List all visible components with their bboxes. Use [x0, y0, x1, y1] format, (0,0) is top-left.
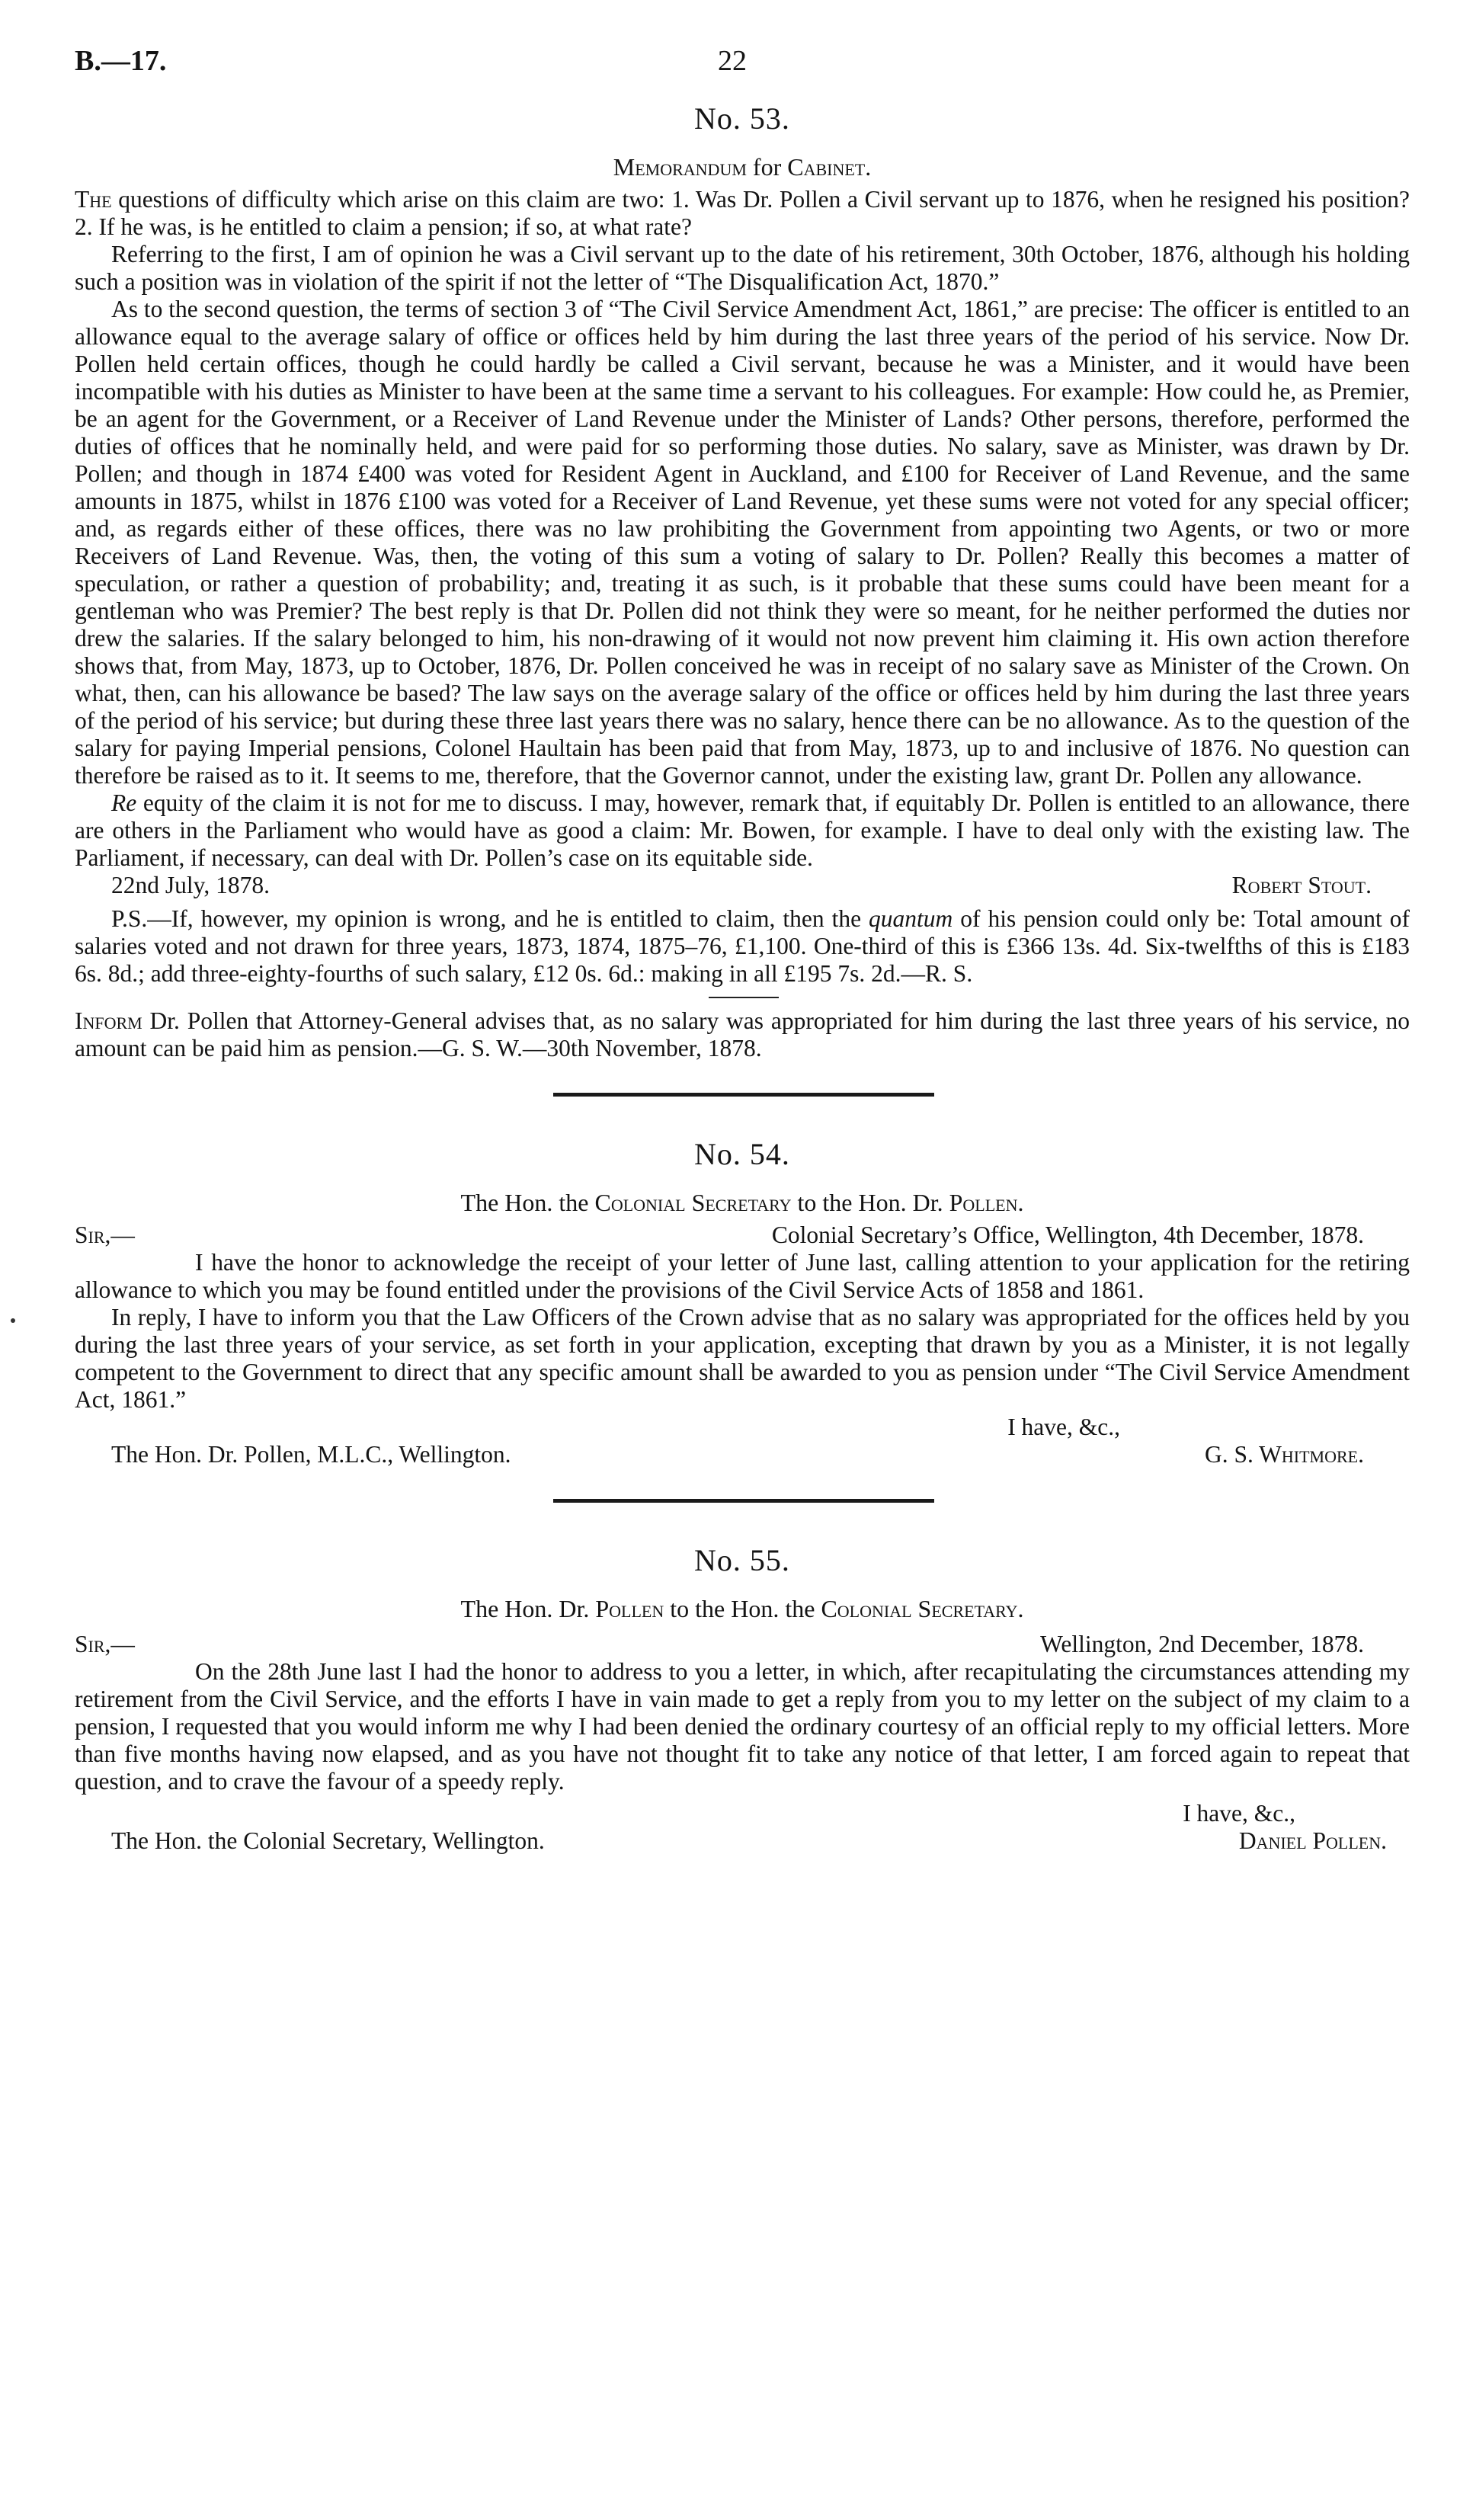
paragraph: Referring to the first, I am of opinion he was a Civil servant up to the date of his retirement, 30th October, 1876, although his holding such a position was in violation of the spirit if not the letter of “The Disqualification Act, 1870.”	[75, 241, 1410, 295]
signature: Robert Stout.	[1231, 872, 1372, 898]
paragraph: As to the second question, the terms of section 3 of “The Civil Service Amendment Act, 1861,” are precise: The officer is entitled to an allowance equal to the average salary of office or offices held by him during the last three years of the period of his service. Now Dr. Pollen held certain offices, though he could hardly be called a Civil servant, because he was a Minister, and it would have been incompatible with his duties as Minister to have been at the same time a servant to his colleagues. For example: How could he, as Premier, be an agent for the Government, or a Receiver of Land Revenue under the Minister of Lands? Other persons, therefore, performed the duties of offices that he nominally held, and were paid for so performing those duties. No salary, save as Minister, was drawn by Dr. Pollen; and though in 1874 £400 was voted for Resident Agent in Auckland, and £100 for Receiver of Land Revenue, and the same amounts in 1875, whilst in 1876 £100 was voted for a Receiver of Land Revenue, yet these sums were not voted for any special officer; and, as regards either of these offices, there was no law prohibiting the Government from appointing two Agents, or two or more Receivers of Land Revenue. Was, then, the voting of this sum a voting of salary to Dr. Pollen? Really this becomes a matter of speculation, or rather a question of probability; and, treating it as such, is it probable that these sums could have been meant for a gentleman who was Premier? The best reply is that Dr. Pollen did not think they were so meant, for he neither performed the duties nor drew the salaries. If the salary belonged to him, his non-drawing of it would not now prevent him claiming it. His own action therefore shows that, from May, 1873, up to October, 1876, Dr. Pollen conceived he was in receipt of no salary save as Minister of the Crown. On what, then, can his allowance be based? The law says on the average salary of the office or offices held by him during the last three years of the period of his service; but during these three last years there was no salary, hence there can be no allowance. As to the question of the salary for paying Imperial pensions, Colonel Haultain has been paid that from May, 1873, up to and inclusive of 1876. No question can therefore be raised as to it. It seems to me, therefore, that the Governor cannot, under the existing law, grant Dr. Pollen any allowance.	[75, 296, 1410, 789]
salutation-address-line	[75, 1222, 1410, 1249]
addressee: The Hon. the Colonial Secretary, Wellington.	[111, 1827, 545, 1854]
signature: G. S. Whitmore.	[1204, 1441, 1364, 1468]
address: Wellington, 2nd December, 1878.	[1040, 1631, 1364, 1657]
paragraph: On the 28th June last I had the honor to address to you a letter, in which, after recapitulating the circumstances attending my retirement from the Civil Service, and the efforts I have in vain made to get a reply from you to my letter on the subject of my claim to a pension, I requested that you would inform me why I had been denied the ordinary courtesy of an official reply to my official letters. More than five months having now elapsed, and as you have not thought fit to take any notice of that letter, I am forced again to repeat that question, and to crave the favour of a speedy reply.	[75, 1658, 1410, 1795]
salutation-address-line	[75, 1631, 1410, 1658]
addressee-signature-line	[75, 1441, 1410, 1468]
page-number: 22	[718, 45, 747, 77]
document-page	[75, 44, 1410, 1855]
closing: I have, &c.,	[1183, 1800, 1295, 1827]
salutation: Sir,—	[75, 1631, 135, 1657]
salutation: Sir,—	[75, 1222, 135, 1248]
paragraph: I have the honor to acknowledge the receipt of your letter of June last, calling attention to your application for the retiring allowance to which you may be found entitled under the provisions of the Civil Service Acts of 1858 and 1861.	[75, 1249, 1410, 1303]
section-number: No. 54.	[694, 1137, 790, 1171]
page-header	[75, 44, 1410, 90]
section-no-53	[75, 101, 1410, 1097]
margin-speck	[11, 1318, 15, 1323]
section-title: Memorandum for Cabinet.	[613, 153, 872, 181]
section-title: The Hon. the Colonial Secretary to the Hon. Dr. Pollen.	[460, 1189, 1024, 1216]
paragraph: The questions of difficulty which arise on this claim are two: 1. Was Dr. Pollen a Civil servant up to 1876, when he resigned his position? 2. If he was, is he entitled to claim a pension; if so, at what rate?	[75, 186, 1410, 240]
section-number: No. 55.	[694, 1543, 790, 1577]
divider	[709, 997, 779, 998]
minute-note: Inform Dr. Pollen that Attorney-General advises that, as no salary was appropriated for him during the last three years of his service, no amount can be paid him as pension.—G. S. W.—30th November, 1878.	[75, 1007, 1410, 1061]
section-divider	[553, 1093, 934, 1097]
address: Colonial Secretary’s Office, Wellington, 4th December, 1878.	[771, 1222, 1364, 1248]
signature: Daniel Pollen.	[1238, 1827, 1387, 1854]
document-reference: B.—17.	[75, 45, 167, 77]
section-number: No. 53.	[694, 101, 790, 136]
date-signature-line	[75, 872, 1410, 899]
paragraph: Re equity of the claim it is not for me to discuss. I may, however, remark that, if equitably Dr. Pollen is entitled to an allowance, there are others in the Parliament who would have as good a claim: Mr. Bowen, for example. I have to deal only with the existing law. The Parliament, if necessary, can deal with Dr. Pollen’s case on its equitable side.	[75, 789, 1410, 871]
paragraph: In reply, I have to inform you that the Law Officers of the Crown advise that as no salary was appropriated for the offices held by you during the last three years of your service, as set forth in your application, excepting that drawn by you as a Minister, it is not legally competent to the Government to direct that any specific amount shall be awarded to you as pension under “The Civil Service Amendment Act, 1861.”	[75, 1304, 1410, 1413]
postscript: P.S.—If, however, my opinion is wrong, and he is entitled to claim, then the quantum of his pension could only be: Total amount of salaries voted and not drawn for three years, 1873, 1874, 1875–76, £1,100. One-third of this is £366 13s. 4d. Six-twelfths of this is £183 6s. 8d.; add three-eighty-fourths of such salary, £12 0s. 6d.: making in all £195 7s. 2d.—R. S.	[75, 905, 1410, 987]
date: 22nd July, 1878.	[111, 872, 270, 898]
section-divider	[553, 1499, 934, 1503]
section-no-55	[75, 1542, 1410, 1855]
addressee-signature-line	[75, 1827, 1410, 1855]
closing: I have, &c.,	[1007, 1414, 1120, 1440]
closing-line	[75, 1414, 1410, 1441]
section-title: The Hon. Dr. Pollen to the Hon. the Colonial Secretary.	[460, 1595, 1024, 1622]
section-no-54	[75, 1136, 1410, 1503]
closing-line	[75, 1800, 1410, 1827]
addressee: The Hon. Dr. Pollen, M.L.C., Wellington.	[111, 1441, 511, 1468]
